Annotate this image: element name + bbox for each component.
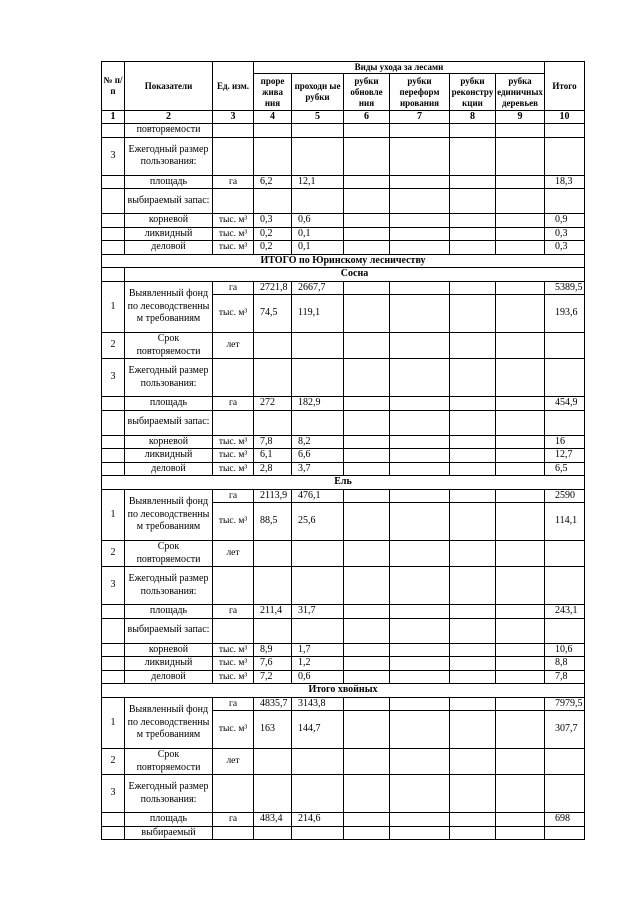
col-number-9: 9 — [496, 111, 545, 124]
subsection-title-el: Ель — [102, 476, 585, 490]
table-row — [102, 567, 585, 605]
forest-care-table — [101, 61, 585, 840]
forest-care-table-page — [101, 61, 585, 840]
table-row — [102, 657, 585, 671]
table-row — [102, 449, 585, 463]
table-row — [102, 333, 585, 359]
total-cell: 193,6 — [545, 295, 585, 333]
row-number: 1 — [102, 489, 125, 541]
value-cell: 31,7 — [292, 605, 344, 619]
subsection-header-row — [102, 684, 585, 698]
row-number: 2 — [102, 333, 125, 359]
subsection-title-conifers: Итого хвойных — [102, 684, 585, 698]
header-type-passing-cuts: проходн ые рубки — [292, 74, 344, 111]
value-cell: 272 — [254, 397, 292, 411]
unit-cell: тыс. м³ — [213, 435, 254, 449]
header-total: Итого — [545, 62, 585, 111]
col-number-1: 1 — [102, 111, 125, 124]
unit-cell: га — [213, 175, 254, 189]
value-cell: 2,8 — [254, 462, 292, 476]
total-cell: 0,3 — [545, 241, 585, 255]
value-cell: 0,2 — [254, 241, 292, 255]
header-indicators: Показатели — [125, 62, 213, 111]
table-row — [102, 410, 585, 435]
unit-cell: га — [213, 397, 254, 411]
total-cell: 114,1 — [545, 503, 585, 541]
value-cell: 12,1 — [292, 175, 344, 189]
header-type-reformation-cuts: рубки переформ ирования — [390, 74, 450, 111]
value-cell: 6,1 — [254, 449, 292, 463]
total-cell: 10,6 — [545, 643, 585, 657]
value-cell: 182,9 — [292, 397, 344, 411]
value-cell: 3143,8 — [292, 697, 344, 711]
unit-cell: тыс. м³ — [213, 227, 254, 241]
row-label: площадь — [125, 175, 213, 189]
subsection-header-row — [102, 476, 585, 490]
header-row-1 — [102, 62, 585, 74]
value-cell: 6,2 — [254, 175, 292, 189]
table-row — [102, 397, 585, 411]
row-label: повторяемости — [125, 124, 213, 138]
value-cell: 8,2 — [292, 435, 344, 449]
header-type-thinning: проре живa ния — [254, 74, 292, 111]
row-label: Срок повторяемости — [125, 333, 213, 359]
total-cell: 7979,5 — [545, 697, 585, 711]
unit-cell: га — [213, 605, 254, 619]
table-row — [102, 189, 585, 214]
row-number: 3 — [102, 359, 125, 397]
row-number: 1 — [102, 697, 125, 749]
total-cell: 243,1 — [545, 605, 585, 619]
total-cell: 16 — [545, 435, 585, 449]
unit-cell: тыс. м³ — [213, 462, 254, 476]
value-cell: 144,7 — [292, 711, 344, 749]
value-cell: 0,1 — [292, 227, 344, 241]
row-label: выбираемый запас: — [125, 410, 213, 435]
table-row — [102, 643, 585, 657]
col-number-3: 3 — [213, 111, 254, 124]
total-cell: 0,3 — [545, 227, 585, 241]
column-numbers-row — [102, 111, 585, 124]
col-number-4: 4 — [254, 111, 292, 124]
total-cell: 18,3 — [545, 175, 585, 189]
unit-cell: га — [213, 281, 254, 295]
row-label: Ежегодный размер пользования: — [125, 567, 213, 605]
row-label: корневой — [125, 214, 213, 228]
row-number: 3 — [102, 137, 125, 175]
value-cell: 6,6 — [292, 449, 344, 463]
table-row — [102, 670, 585, 684]
total-cell: 6,5 — [545, 462, 585, 476]
table-row — [102, 813, 585, 827]
table-row — [102, 124, 585, 138]
row-label: корневой — [125, 435, 213, 449]
value-cell: 7,8 — [254, 435, 292, 449]
section-title: ИТОГО по Юринскому лесничеству — [102, 254, 585, 268]
header-type-renewal-cuts: рубки обновле ния — [344, 74, 390, 111]
value-cell: 211,4 — [254, 605, 292, 619]
row-label: Срок повторяемости — [125, 749, 213, 775]
value-cell: 74,5 — [254, 295, 292, 333]
row-label: ликвидный — [125, 657, 213, 671]
table-row — [102, 462, 585, 476]
header-number: № п/ п — [102, 62, 125, 111]
value-cell: 7,2 — [254, 670, 292, 684]
header-unit: Ед. изм. — [213, 62, 254, 111]
unit-cell: га — [213, 697, 254, 711]
row-label: выбираемый запас: — [125, 189, 213, 214]
table-row — [102, 697, 585, 711]
table-row — [102, 227, 585, 241]
row-label: деловой — [125, 241, 213, 255]
value-cell: 1,2 — [292, 657, 344, 671]
table-row — [102, 749, 585, 775]
row-label: деловой — [125, 462, 213, 476]
value-cell: 0,3 — [254, 214, 292, 228]
unit-cell: га — [213, 489, 254, 503]
row-label: Выявленный фонд по лесоводственны м требованиям — [125, 281, 213, 333]
col-number-10: 10 — [545, 111, 585, 124]
unit-cell: тыс. м³ — [213, 449, 254, 463]
row-label: Ежегодный размер пользования: — [125, 137, 213, 175]
section-header-row — [102, 254, 585, 268]
row-number: 2 — [102, 541, 125, 567]
col-number-2: 2 — [125, 111, 213, 124]
table-row — [102, 241, 585, 255]
unit-cell: тыс. м³ — [213, 657, 254, 671]
col-number-7: 7 — [390, 111, 450, 124]
row-label: выбираемый — [125, 826, 213, 840]
row-label: площадь — [125, 605, 213, 619]
row-label: ликвидный — [125, 227, 213, 241]
value-cell: 0,2 — [254, 227, 292, 241]
header-type-reconstruction-cuts: рубки реконстру кции — [450, 74, 496, 111]
value-cell: 119,1 — [292, 295, 344, 333]
value-cell: 0,1 — [292, 241, 344, 255]
total-cell: 698 — [545, 813, 585, 827]
table-row — [102, 618, 585, 643]
total-cell: 0,9 — [545, 214, 585, 228]
col-number-5: 5 — [292, 111, 344, 124]
row-label: Выявленный фонд по лесоводственны м требованиям — [125, 489, 213, 541]
unit-cell: га — [213, 813, 254, 827]
unit-cell: тыс. м³ — [213, 643, 254, 657]
total-cell: 454,9 — [545, 397, 585, 411]
table-row — [102, 826, 585, 840]
row-label: Ежегодный размер пользования: — [125, 775, 213, 813]
value-cell: 88,5 — [254, 503, 292, 541]
row-label: Выявленный фонд по лесоводственны м требованиям — [125, 697, 213, 749]
unit-cell: тыс. м³ — [213, 503, 254, 541]
unit-cell: тыс. м³ — [213, 711, 254, 749]
table-row — [102, 175, 585, 189]
table-row — [102, 489, 585, 503]
value-cell: 25,6 — [292, 503, 344, 541]
value-cell: 1,7 — [292, 643, 344, 657]
row-number: 3 — [102, 567, 125, 605]
row-label: деловой — [125, 670, 213, 684]
unit-cell: лет — [213, 541, 254, 567]
row-label: площадь — [125, 813, 213, 827]
total-cell: 2590 — [545, 489, 585, 503]
row-number: 3 — [102, 775, 125, 813]
table-row — [102, 281, 585, 295]
value-cell: 2113,9 — [254, 489, 292, 503]
value-cell: 483,4 — [254, 813, 292, 827]
col-number-6: 6 — [344, 111, 390, 124]
row-label: корневой — [125, 643, 213, 657]
table-row — [102, 541, 585, 567]
value-cell: 0,6 — [292, 670, 344, 684]
total-cell: 7,8 — [545, 670, 585, 684]
value-cell: 3,7 — [292, 462, 344, 476]
row-label: Ежегодный размер пользования: — [125, 359, 213, 397]
row-label: площадь — [125, 397, 213, 411]
unit-cell: лет — [213, 333, 254, 359]
table-row — [102, 775, 585, 813]
subsection-title-sosna: Сосна — [125, 268, 585, 282]
row-label: ликвидный — [125, 449, 213, 463]
value-cell: 8,9 — [254, 643, 292, 657]
row-number: 2 — [102, 749, 125, 775]
value-cell: 0,6 — [292, 214, 344, 228]
row-label: Срок повторяемости — [125, 541, 213, 567]
total-cell: 8,8 — [545, 657, 585, 671]
subsection-header-row — [102, 268, 585, 282]
value-cell: 2721,8 — [254, 281, 292, 295]
table-row — [102, 435, 585, 449]
unit-cell: тыс. м³ — [213, 214, 254, 228]
row-label: выбираемый запас: — [125, 618, 213, 643]
value-cell: 214,6 — [292, 813, 344, 827]
header-type-single-tree-cuts: рубка единичных деревьев — [496, 74, 545, 111]
unit-cell: лет — [213, 749, 254, 775]
table-row — [102, 137, 585, 175]
total-cell: 5389,5 — [545, 281, 585, 295]
col-number-8: 8 — [450, 111, 496, 124]
table-row — [102, 214, 585, 228]
header-care-types-group: Виды ухода за лесами — [254, 62, 545, 74]
unit-cell: тыс. м³ — [213, 241, 254, 255]
table-row — [102, 359, 585, 397]
total-cell: 307,7 — [545, 711, 585, 749]
value-cell: 476,1 — [292, 489, 344, 503]
table-row — [102, 605, 585, 619]
total-cell: 12,7 — [545, 449, 585, 463]
value-cell: 4835,7 — [254, 697, 292, 711]
value-cell: 7,6 — [254, 657, 292, 671]
unit-cell: тыс. м³ — [213, 670, 254, 684]
row-number: 1 — [102, 281, 125, 333]
unit-cell: тыс. м³ — [213, 295, 254, 333]
value-cell: 163 — [254, 711, 292, 749]
value-cell: 2667,7 — [292, 281, 344, 295]
